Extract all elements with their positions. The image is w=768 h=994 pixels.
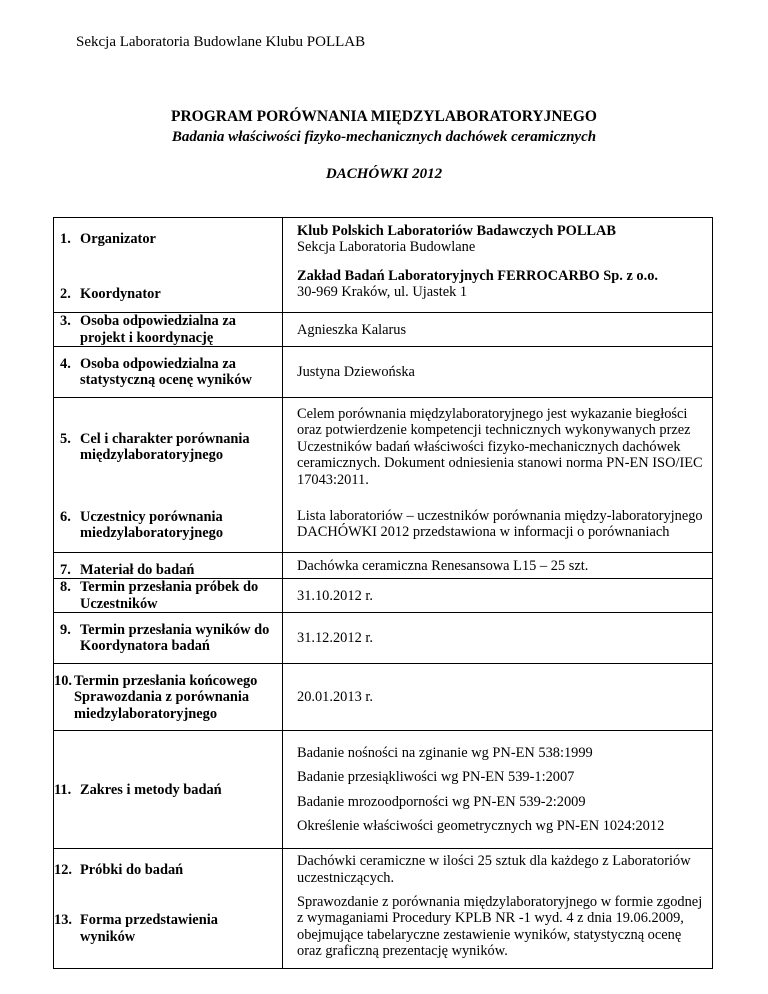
row-value: Agnieszka Kalarus — [283, 313, 713, 347]
table-row — [54, 731, 713, 849]
row-label: 3. Osoba odpowiedzialna za projekt i koordynację — [54, 313, 283, 347]
table-row — [54, 553, 713, 579]
row-label: 8. Termin przesłania próbek do Uczestników — [54, 579, 283, 613]
table-row — [54, 313, 713, 347]
row-value: Dachówki ceramiczne w ilości 25 sztuk dla każdego z Laboratoriów uczestniczących. — [283, 849, 713, 886]
row-value: Dachówka ceramiczna Renesansowa L15 – 25 szt. — [283, 553, 713, 579]
table-row — [54, 496, 713, 553]
row-label: 9. Termin przesłania wyników do Koordynatora badań — [54, 613, 283, 664]
row-label: 1. Organizator — [54, 218, 283, 256]
row-value: Klub Polskich Laboratoriów Badawczych POLLAB Sekcja Laboratoria Budowlane — [297, 223, 617, 256]
document-title: PROGRAM PORÓWNANIA MIĘDZYLABORATORYJNEGO — [170, 108, 597, 125]
row-label: 7. Materiał do badań — [54, 553, 283, 579]
program-table — [53, 217, 713, 969]
table-row — [54, 398, 713, 496]
row-value: Badanie nośności na zginanie wg PN-EN 538:1999 Badanie przesiąkliwości wg PN-EN 539-1:2007 Badanie mrozoodporności wg PN-EN 539-2:2009 Określenie właściwości geometrycznych wg PN-EN 1024:2012 — [283, 731, 713, 849]
row-value: 20.01.2013 r. — [283, 664, 713, 731]
row-label: 6. Uczestnicy porównania miedzylaboratoryjnego — [54, 496, 283, 553]
row-value: 31.10.2012 r. — [283, 579, 713, 613]
table-row — [54, 613, 713, 664]
program-code-name: DACHÓWKI 2012 — [325, 166, 443, 182]
table-row — [54, 218, 713, 256]
row-label: 11. Zakres i metody badań — [54, 731, 283, 849]
row-value: Sprawozdanie z porównania międzylaboratoryjnego w formie zgodnej z wymaganiami Procedury KPLB NR -1 wyd. 4 z dnia 19.06.2009, obejmujące tabelaryczne zestawienie wyników, statystyczną ocenę oraz graficzną prezentację wyników. — [297, 894, 703, 960]
document-subtitle: Badania właściwości fizyko-mechanicznych dachówek ceramicznych — [171, 129, 597, 145]
row-value: Lista laboratoriów – uczestników porównania między-laboratoryjnego DACHÓWKI 2012 przedstawiona w informacji o porównaniach — [297, 507, 703, 541]
row-value: Justyna Dziewońska — [283, 347, 713, 398]
row-label: 12. Próbki do badań — [54, 849, 283, 886]
table-row — [54, 347, 713, 398]
row-value: 31.12.2012 r. — [283, 613, 713, 664]
row-value: Celem porównania międzylaboratoryjnego jest wykazanie biegłości oraz potwierdzenie kompetencji technicznych wykonywanych przez Uczestników badań właściwości fizyko-mechanicznych dachówek ceramicznych. Dokument odniesienia stanowi norma PN-EN ISO/IEC 17043:2011. — [283, 398, 713, 496]
table-row — [54, 849, 713, 886]
running-header: Sekcja Laboratoria Budowlane Klubu POLLAB — [76, 34, 366, 50]
table-row — [54, 579, 713, 613]
table-row — [54, 256, 713, 313]
row-label: 10. Termin przesłania końcowego Sprawozdania z porównania miedzylaboratoryjnego — [54, 664, 283, 731]
row-value: Zakład Badań Laboratoryjnych FERROCARBO Sp. z o.o. 30-969 Kraków, ul. Ujastek 1 — [297, 267, 659, 301]
table-row — [54, 886, 713, 968]
row-label: 13. Forma przedstawienia wyników — [54, 886, 283, 968]
table-row — [54, 664, 713, 731]
row-label: 5. Cel i charakter porównania międzylaboratoryjnego — [54, 398, 283, 496]
row-label: 4. Osoba odpowiedzialna za statystyczną ocenę wyników — [54, 347, 283, 398]
row-label: 2. Koordynator — [54, 256, 283, 313]
